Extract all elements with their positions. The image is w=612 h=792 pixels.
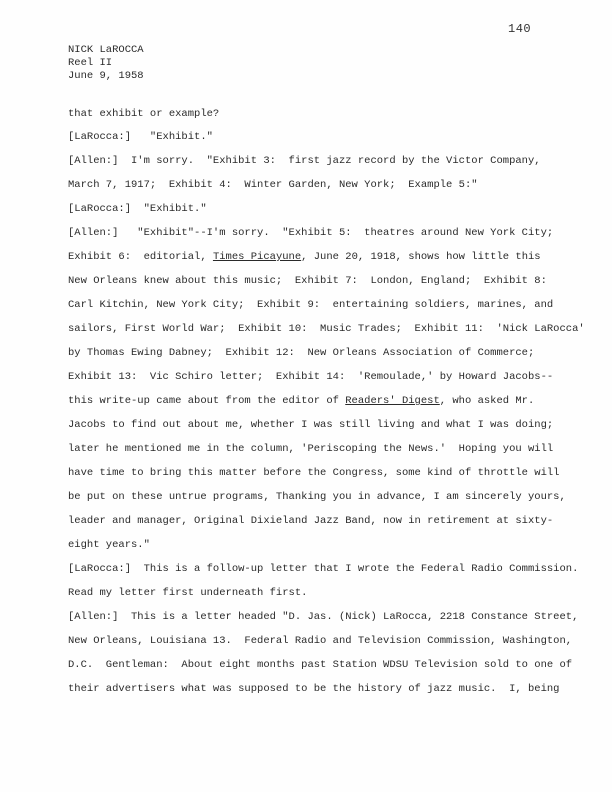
transcript-line — [68, 274, 547, 288]
line-text: eight years." — [68, 539, 150, 551]
transcript-line — [68, 394, 534, 408]
transcript-line — [68, 514, 553, 528]
line-text: Jacobs to find out about me, whether I was still living and what I was doing; — [68, 419, 554, 431]
header-date: June 9, 1958 — [68, 70, 144, 82]
transcript-line — [68, 610, 578, 624]
line-text: [LaRocca:] "Exhibit." — [68, 131, 213, 143]
transcript-line — [68, 562, 578, 576]
line-text: , June 20, 1918, shows how little this — [301, 251, 541, 263]
line-text: leader and manager, Original Dixieland Jazz Band, now in retirement at sixty- — [68, 515, 554, 527]
header-name: NICK LaROCCA — [68, 44, 144, 56]
transcript-line — [68, 442, 553, 456]
line-text: New Orleans knew about this music; Exhibit 7: London, England; Exhibit 8: — [68, 275, 547, 287]
transcript-line — [68, 202, 207, 216]
transcript-line — [68, 418, 553, 432]
line-text: Exhibit 6: editorial, — [68, 251, 213, 263]
line-text: Carl Kitchin, New York City; Exhibit 9: entertaining soldiers, marines, and — [68, 299, 554, 311]
line-text: have time to bring this matter before the Congress, some kind of throttle will — [68, 467, 560, 479]
underlined-title: Times Picayune — [212, 251, 302, 263]
transcript-line — [68, 586, 307, 600]
line-text: [LaRocca:] This is a follow-up letter that I wrote the Federal Radio Commission. — [68, 563, 579, 575]
header-reel: Reel II — [68, 57, 113, 69]
line-text: [Allen:] "Exhibit"--I'm sorry. "Exhibit 5: theatres around New York City; — [68, 227, 554, 239]
transcript-line — [68, 490, 566, 504]
line-text: [Allen:] I'm sorry. "Exhibit 3: first jazz record by the Victor Company, — [68, 155, 541, 167]
line-text: that exhibit or example? — [68, 108, 220, 120]
line-text: this write-up came about from the editor of — [68, 395, 346, 407]
underlined-title: Readers' Digest — [345, 395, 440, 407]
line-text: by Thomas Ewing Dabney; Exhibit 12: New Orleans Association of Commerce; — [68, 347, 535, 359]
line-text: , who asked Mr. — [439, 395, 535, 407]
transcript-line — [68, 250, 541, 264]
line-text: Read my letter first underneath first. — [68, 587, 308, 599]
page-number: 140 — [508, 22, 532, 36]
transcript-line — [68, 346, 534, 360]
line-text: later he mentioned me in the column, 'Periscoping the News.' Hoping you will — [68, 443, 554, 455]
transcript-line — [68, 658, 572, 672]
transcript-line — [68, 107, 219, 121]
line-text: be put on these untrue programs, Thanking you in advance, I am sincerely yours, — [68, 491, 566, 503]
transcript-line — [68, 154, 541, 168]
line-text: [Allen:] This is a letter headed "D. Jas. (Nick) LaRocca, 2218 Constance Street, — [68, 611, 579, 623]
transcript-line — [68, 178, 478, 192]
transcript-line — [68, 370, 553, 384]
line-text: [LaRocca:] "Exhibit." — [68, 203, 207, 215]
line-text: sailors, First World War; Exhibit 10: Music Trades; Exhibit 11: 'Nick LaRocca' — [68, 323, 585, 335]
document-header — [68, 44, 144, 83]
transcript-line — [68, 226, 553, 240]
line-text: D.C. Gentleman: About eight months past Station WDSU Television sold to one of — [68, 659, 573, 671]
transcript-line — [68, 538, 150, 552]
transcript-line — [68, 298, 553, 312]
line-text: Exhibit 13: Vic Schiro letter; Exhibit 14: 'Remoulade,' by Howard Jacobs-- — [68, 371, 554, 383]
line-text: March 7, 1917; Exhibit 4: Winter Garden, New York; Example 5:" — [68, 179, 478, 191]
transcript-line — [68, 466, 559, 480]
transcript-line — [68, 682, 559, 696]
transcript-line — [68, 634, 572, 648]
transcript-line — [68, 130, 213, 144]
line-text: New Orleans, Louisiana 13. Federal Radio and Television Commission, Washington, — [68, 635, 573, 647]
transcript-line — [68, 322, 585, 336]
line-text: their advertisers what was supposed to be the history of jazz music. I, being — [68, 683, 560, 695]
